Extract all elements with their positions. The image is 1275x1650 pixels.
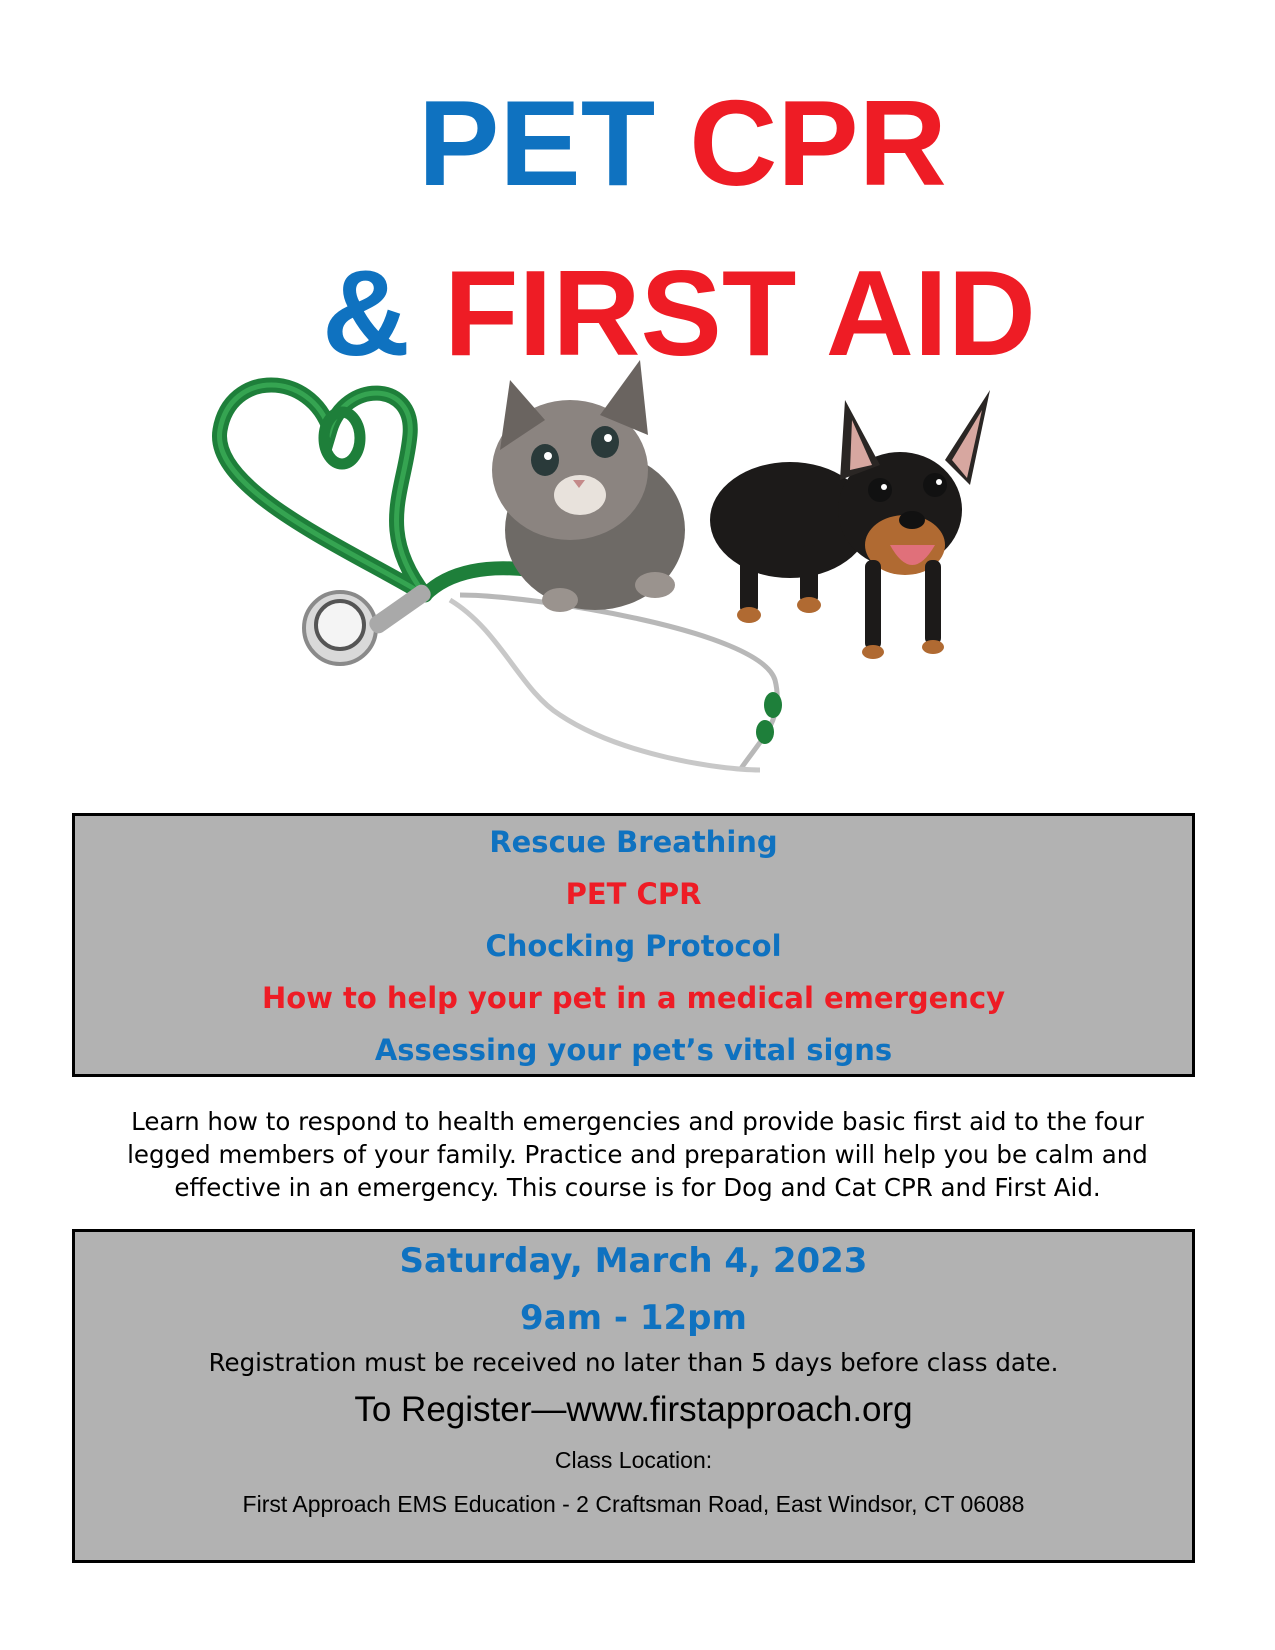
course-description: [80, 1105, 1195, 1204]
title-pet: PET: [418, 75, 656, 211]
registration-note: Registration must be received no later than 5 days before class date.: [208, 1348, 1059, 1377]
event-details-box: [72, 1229, 1195, 1563]
topic-item: Rescue Breathing: [489, 825, 778, 859]
topics-list: [75, 816, 1192, 1076]
title-line-1: [418, 75, 947, 211]
kitten-icon: [492, 360, 685, 612]
description-line-2: legged members of your family. Practice and preparation will help you be calm and: [127, 1140, 1148, 1169]
title-line-2: [322, 245, 1036, 381]
topic-item: How to help your pet in a medical emergency: [261, 981, 1006, 1015]
event-date: Saturday, March 4, 2023: [399, 1241, 868, 1281]
description-line-3: effective in an emergency. This course is for Dog and Cat CPR and First Aid.: [174, 1173, 1101, 1202]
pet-illustration: [200, 360, 1100, 825]
description-line-1: Learn how to respond to health emergencies and provide basic first aid to the four: [131, 1107, 1144, 1136]
title-first-aid: FIRST AID: [444, 245, 1036, 381]
location-address: First Approach EMS Education - 2 Craftsman Road, East Windsor, CT 06088: [242, 1491, 1025, 1517]
event-time: 9am - 12pm: [520, 1298, 747, 1338]
topic-item: Chocking Protocol: [485, 929, 782, 963]
title-cpr: CPR: [689, 75, 947, 211]
topic-item: PET CPR: [565, 877, 702, 911]
topic-item: Assessing your pet’s vital signs: [374, 1033, 893, 1067]
topics-box: [72, 813, 1195, 1077]
location-label: Class Location:: [554, 1447, 713, 1473]
register-link[interactable]: To Register—www.firstapproach.org: [354, 1390, 913, 1429]
dog-icon: [710, 390, 990, 659]
title-ampersand: &: [322, 245, 411, 381]
